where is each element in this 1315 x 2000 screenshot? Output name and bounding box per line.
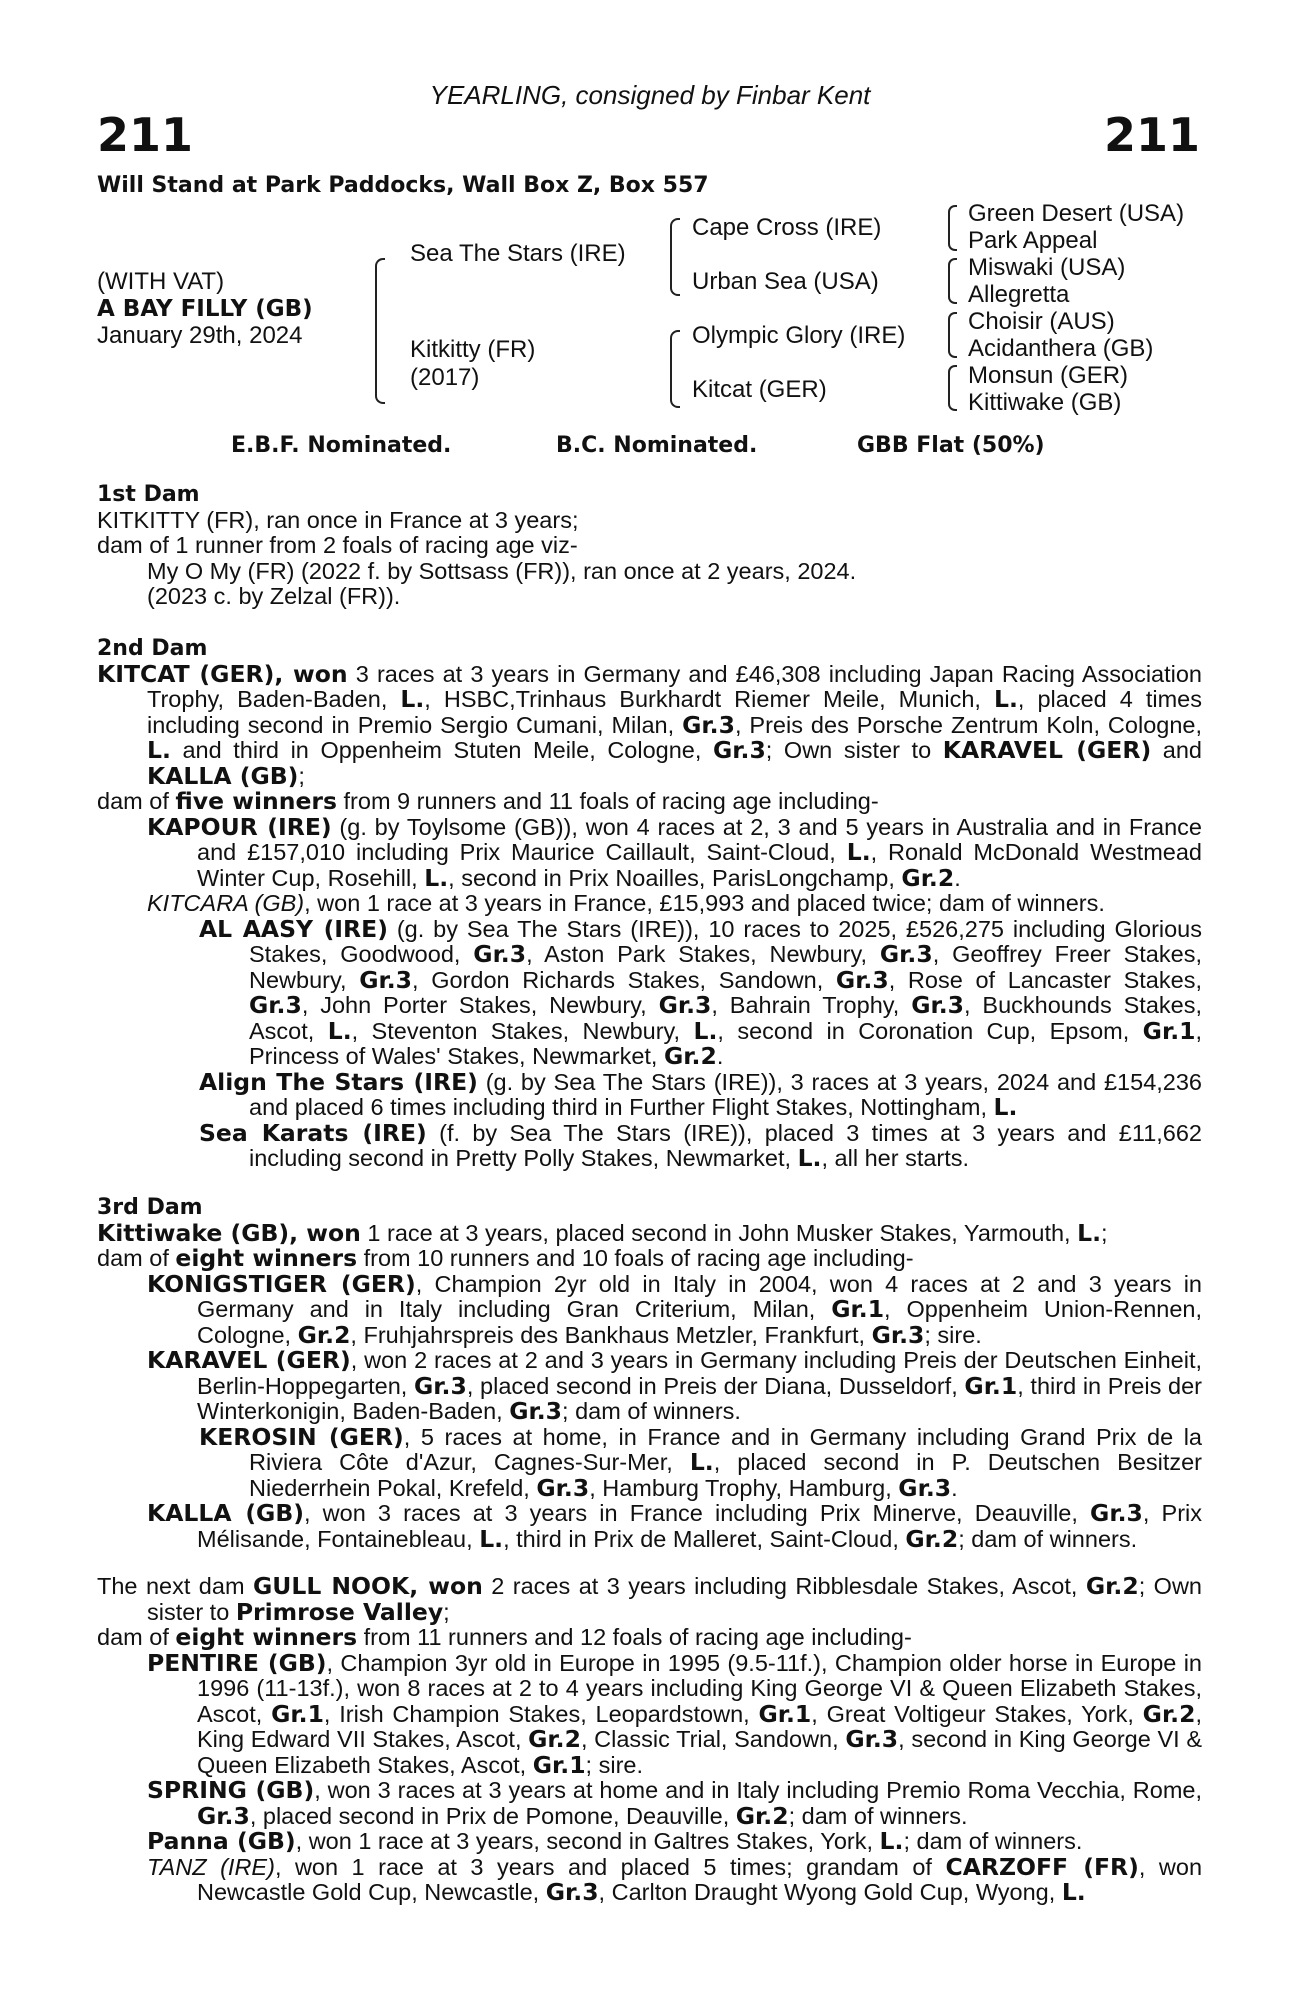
produce-entry-panna: Panna (GB), won 1 race at 3 years, second in Galtres Stakes, York, L.; dam of winners. <box>147 1827 1083 1855</box>
pedigree-sire: Sea The Stars (IRE) <box>410 240 626 267</box>
produce-entry-pentire: PENTIRE (GB), Champion 3yr old in Europe in 1995 (9.5-11f.), Champion older horse in Europe in 1996 (11-13f.), won 8 races at 2 to 4 years including King George VI & Queen Elizabeth Stakes, Ascot, Gr.1, Irish Champion Stakes, Leopardstown, Gr.1, Great Voltigeur Stakes, York, Gr.2, King Edward VII Stakes, Ascot, Gr.2, Classic Trial, Sandown, Gr.3, second in King George VI & Queen Elizabeth Stakes, Ascot, Gr.1; sire. <box>147 1648 1202 1779</box>
horse-name: A BAY FILLY (GB) <box>97 296 313 322</box>
second-dam-summary: dam of five winners from 9 runners and 11 foals of racing age including- <box>97 787 879 815</box>
pedigree-brace-main <box>375 258 385 404</box>
vat-label: (WITH VAT) <box>97 268 225 295</box>
pedigree-dam-dam: Kitcat (GER) <box>692 376 827 403</box>
first-dam-produce: (2023 c. by Zelzal (FR)). <box>147 583 401 609</box>
bc-nomination: B.C. Nominated. <box>556 433 758 458</box>
next-dam-entry: The next dam GULL NOOK, won 2 races at 3 years including Ribblesdale Stakes, Ascot, Gr.2; Own sister to Primrose Valley; <box>97 1572 1202 1626</box>
third-dam-heading: 3rd Dam <box>97 1195 203 1220</box>
produce-entry-kalla: KALLA (GB), won 3 races at 3 years in France including Prix Minerve, Deauville, Gr.3, Prix Mélisande, Fontainebleau, L., third in Prix de Malleret, Saint-Cloud, Gr.2; dam of winners. <box>147 1499 1202 1553</box>
pedigree-brace-ggp4 <box>948 365 957 411</box>
produce-entry-spring: SPRING (GB), won 3 races at 3 years at home and in Italy including Premio Roma Vecchia, Rome, Gr.3, placed second in Prix de Pomone, Deauville, Gr.2; dam of winners. <box>147 1776 1203 1830</box>
first-dam-heading: 1st Dam <box>97 482 200 507</box>
foaling-date: January 29th, 2024 <box>97 322 303 349</box>
pedigree-ggp-8: Kittiwake (GB) <box>968 389 1122 416</box>
first-dam-section <box>97 482 1202 610</box>
stand-location: Will Stand at Park Paddocks, Wall Box Z, Box 557 <box>97 173 709 198</box>
ebf-nomination: E.B.F. Nominated. <box>231 433 452 458</box>
third-dam-entry: Kittiwake (GB), won 1 race at 3 years, placed second in John Musker Stakes, Yarmouth, L.; <box>97 1218 1108 1247</box>
pedigree-brace-ggp3 <box>948 312 957 358</box>
next-dam-section <box>97 1574 1202 1906</box>
pedigree-ggp-7: Monsun (GER) <box>968 362 1129 389</box>
third-dam-summary: dam of eight winners from 10 runners and 10 foals of racing age including- <box>97 1244 914 1272</box>
pedigree-sire-sire: Cape Cross (IRE) <box>692 214 882 241</box>
lot-number-right: 211 <box>1103 108 1200 162</box>
produce-entry-kapour: KAPOUR (IRE) (g. by Toylsome (GB)), won 4 races at 2, 3 and 5 years in Australia and in France and £157,010 including Prix Maurice Caillault, Saint-Cloud, L., Ronald McDonald Westmead Winter Cup, Rosehill, L., second in Prix Noailles, ParisLongchamp, Gr.2. <box>147 812 1202 892</box>
pedigree-ggp-1: Green Desert (USA) <box>968 200 1185 227</box>
pedigree-brace-sire <box>670 218 680 296</box>
first-dam-produce: My O My (FR) (2022 f. by Sottsass (FR)), ran once at 2 years, 2024. <box>147 557 857 584</box>
first-dam-line: KITKITTY (FR), ran once in France at 3 years; <box>97 506 579 533</box>
produce-entry-kerosin: KEROSIN (GER), 5 races at home, in France and in Germany including Grand Prix de la Riviera Côte d'Azur, Cagnes-Sur-Mer, L., placed second in P. Deutschen Besitzer Niederrhein Pokal, Krefeld, Gr.3, Hamburg Trophy, Hamburg, Gr.3. <box>199 1422 1202 1502</box>
gbb-flat-status: GBB Flat (50%) <box>857 433 1045 458</box>
pedigree-dam-year: (2017) <box>410 364 480 391</box>
produce-entry-al-aasy: AL AASY (IRE) (g. by Sea The Stars (IRE)), 10 races to 2025, £526,275 including Glorious Stakes, Goodwood, Gr.3, Aston Park Stakes, Newbury, Gr.3, Geoffrey Freer Stakes, Newbury, Gr.3, Gordon Richards Stakes, Sandown, Gr.3, Rose of Lancaster Stakes, Gr.3, John Porter Stakes, Newbury, Gr.3, Bahrain Trophy, Gr.3, Buckhounds Stakes, Ascot, L., Steventon Stakes, Newbury, L., second in Coronation Cup, Epsom, Gr.1, Princess of Wales' Stakes, Newmarket, Gr.2. <box>199 914 1203 1070</box>
second-dam-section <box>97 636 1202 1172</box>
pedigree-dam: Kitkitty (FR) <box>410 336 536 363</box>
second-dam-heading: 2nd Dam <box>97 636 208 661</box>
pedigree-brace-ggp1 <box>948 205 957 251</box>
next-dam-summary: dam of eight winners from 11 runners and 12 foals of racing age including- <box>97 1623 912 1651</box>
produce-entry-sea-karats: Sea Karats (IRE) (f. by Sea The Stars (IRE)), placed 3 times at 3 years and £11,662 including second in Pretty Polly Stakes, Newmarket, L., all her starts. <box>199 1118 1202 1172</box>
produce-entry-karavel: KARAVEL (GER), won 2 races at 2 and 3 years in Germany including Preis der Deutschen Einheit, Berlin-Hoppegarten, Gr.3, placed second in Preis der Diana, Dusseldorf, Gr.1, third in Preis der Winterkonigin, Baden-Baden, Gr.3; dam of winners. <box>147 1346 1203 1425</box>
pedigree-brace-ggp2 <box>948 258 957 304</box>
pedigree-ggp-6: Acidanthera (GB) <box>968 335 1154 362</box>
pedigree-ggp-2: Park Appeal <box>968 227 1098 254</box>
lot-number-left: 211 <box>97 108 194 162</box>
pedigree-ggp-4: Allegretta <box>968 281 1070 308</box>
pedigree-dam-sire: Olympic Glory (IRE) <box>692 322 906 349</box>
pedigree-brace-dam <box>670 330 680 408</box>
produce-entry-tanz: TANZ (IRE), won 1 race at 3 years and placed 5 times; grandam of CARZOFF (FR), won Newcastle Gold Cup, Newcastle, Gr.3, Carlton Draught Wyong Gold Cup, Wyong, L. <box>147 1852 1203 1906</box>
pedigree-ggp-5: Choisir (AUS) <box>968 308 1115 335</box>
consignment-line: YEARLING, consigned by Finbar Kent <box>429 80 871 110</box>
produce-entry-konigstiger: KONIGSTIGER (GER), Champion 2yr old in Italy in 2004, won 4 races at 2 and 3 years in Germany and in Italy including Gran Criterium, Milan, Gr.1, Oppenheim Union-Rennen, Cologne, Gr.2, Fruhjahrspreis des Bankhaus Metzler, Frankfurt, Gr.3; sire. <box>147 1269 1203 1349</box>
first-dam-line: dam of 1 runner from 2 foals of racing age viz- <box>97 532 578 558</box>
pedigree-sire-dam: Urban Sea (USA) <box>692 268 879 295</box>
second-dam-entry: KITCAT (GER), won 3 races at 3 years in Germany and £46,308 including Japan Racing Association Trophy, Baden-Baden, L., HSBC,Trinhaus Burkhardt Riemer Meile, Munich, L., placed 4 times including second in Premio Sergio Cumani, Milan, Gr.3, Preis des Porsche Zentrum Koln, Cologne, L. and third in Oppenheim Stuten Meile, Cologne, Gr.3; Own sister to KARAVEL (GER) and KALLA (GB); <box>97 659 1203 790</box>
produce-entry-kitcara: KITCARA (GB), won 1 race at 3 years in France, £15,993 and placed twice; dam of winners. <box>147 890 1105 916</box>
produce-entry-align-the-stars: Align The Stars (IRE) (g. by Sea The Stars (IRE)), 3 races at 3 years, 2024 and £154,236 and placed 6 times including third in Further Flight Stakes, Nottingham, L. <box>199 1067 1203 1121</box>
third-dam-section <box>97 1195 1202 1552</box>
pedigree-ggp-3: Miswaki (USA) <box>968 254 1126 281</box>
